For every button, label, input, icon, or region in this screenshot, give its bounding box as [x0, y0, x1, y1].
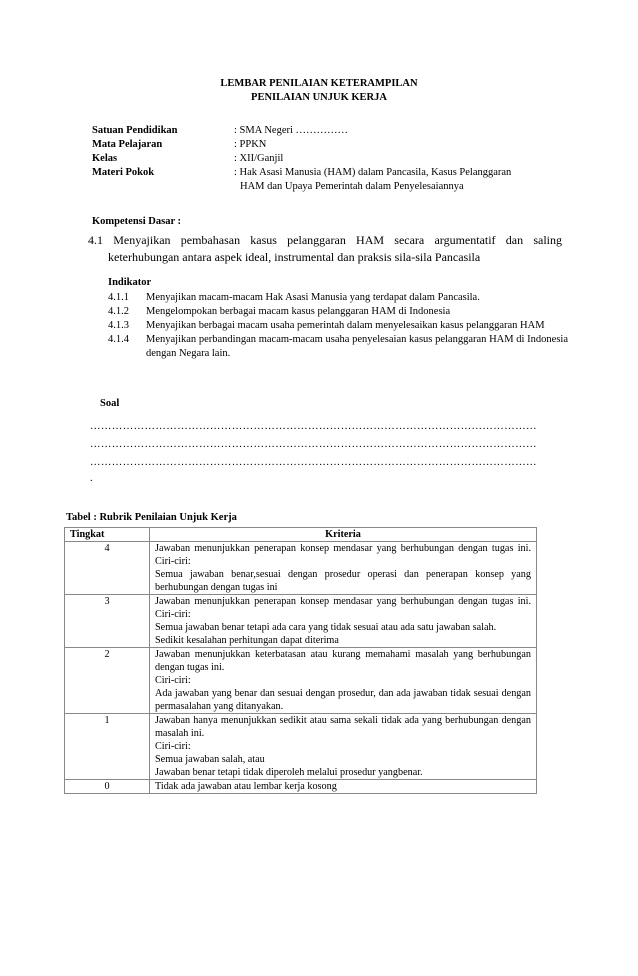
criteria-line: Semua jawaban benar,sesuai dengan prosedur operasi dan penerapan konsep yang berhubungan dengan tugas ini [155, 569, 531, 593]
indikator-text: Menyajikan perbandingan macam-macam usaha penyelesaian kasus pelanggaran HAM di Indonesia dengan Negara lain. [146, 334, 568, 359]
criteria-line: Ciri-ciri: [155, 741, 191, 752]
table-caption: Tabel : Rubrik Penilaian Unjuk Kerja [66, 512, 237, 523]
table-header-row [65, 528, 537, 542]
identity-block [92, 124, 572, 194]
info-row-materi-cont [92, 180, 572, 194]
criteria-cell [150, 595, 537, 648]
indikator-text: Menyajikan berbagai macam usaha pemerintah dalam menyelesaikan kasus pelanggaran HAM [146, 320, 545, 331]
criteria-line: Jawaban menunjukkan keterbatasan atau kurang memahami masalah yang berhubungan dengan tugas ini. [155, 649, 531, 673]
list-item [108, 291, 568, 305]
answer-line: …………………………………………………………………………………………………………… [90, 457, 537, 468]
criteria-cell [150, 648, 537, 714]
indikator-number: 4.1.2 [108, 306, 129, 317]
info-label: Mata Pelajaran [92, 139, 163, 150]
table-row [65, 595, 537, 648]
criteria-line: Semua jawaban benar tetapi ada cara yang tidak sesuai atau ada satu jawaban salah. [155, 622, 497, 633]
info-value: HAM dan Upaya Pemerintah dalam Penyelesaiannya [240, 181, 464, 192]
indikator-text: Menyajikan macam-macam Hak Asasi Manusia yang terdapat dalam Pancasila. [146, 292, 480, 303]
level-cell: 4 [65, 542, 150, 595]
kompetensi-line-1: 4.1 Menyajikan pembahasan kasus pelanggaran HAM secara argumentatif dan saling [88, 233, 562, 247]
level-cell: 1 [65, 714, 150, 780]
criteria-line: Jawaban hanya menunjukkan sedikit atau sama sekali tidak ada yang berhubungan dengan masalah ini. [155, 715, 531, 739]
column-header-tingkat: Tingkat [65, 528, 150, 542]
table-row [65, 780, 537, 794]
criteria-line: Ciri-ciri: [155, 675, 191, 686]
criteria-line: Sedikit kesalahan perhitungan dapat diterima [155, 635, 339, 646]
criteria-line: Jawaban menunjukkan penerapan konsep mendasar yang berhubungan dengan tugas ini. Ciri-ciri: [155, 543, 531, 567]
indikator-number: 4.1.1 [108, 292, 129, 303]
criteria-line: Ada jawaban yang benar dan sesuai dengan prosedur, dan ada jawaban tidak sesuai dengan permasalahan yang ditanyakan. [155, 688, 531, 712]
indikator-number: 4.1.4 [108, 334, 129, 345]
info-value: : PPKN [234, 139, 267, 150]
indikator-label: Indikator [108, 277, 152, 288]
info-label: Satuan Pendidikan [92, 125, 178, 136]
table-row [65, 648, 537, 714]
criteria-cell [150, 542, 537, 595]
page-title: LEMBAR PENILAIAN KETERAMPILAN [220, 78, 418, 89]
kompetensi-text [88, 232, 562, 266]
column-header-kriteria: Kriteria [150, 528, 537, 542]
info-label: Materi Pokok [92, 167, 155, 178]
criteria-line: Tidak ada jawaban atau lembar kerja kosong [155, 781, 337, 792]
indikator-number: 4.1.3 [108, 320, 129, 331]
list-item [108, 319, 568, 333]
info-row-materi [92, 166, 572, 180]
criteria-line: Jawaban benar tetapi tidak diperoleh melalui prosedur yangbenar. [155, 767, 423, 778]
answer-line-end: . [90, 473, 94, 484]
info-value: : Hak Asasi Manusia (HAM) dalam Pancasila, Kasus Pelanggaran [234, 167, 512, 178]
list-item [108, 333, 568, 361]
info-row-kelas [92, 152, 572, 166]
soal-label: Soal [100, 398, 120, 409]
answer-line: …………………………………………………………………………………………………………… [90, 439, 537, 450]
answer-line: …………………………………………………………………………………………………………… [90, 421, 537, 432]
criteria-line: Semua jawaban salah, atau [155, 754, 265, 765]
page-subtitle: PENILAIAN UNJUK KERJA [251, 92, 387, 103]
info-label: Kelas [92, 153, 118, 164]
indikator-text: Mengelompokan berbagai macam kasus pelanggaran HAM di Indonesia [146, 306, 451, 317]
table-row [65, 714, 537, 780]
rubric-table [64, 527, 537, 794]
info-row-mapel [92, 138, 572, 152]
level-cell: 0 [65, 780, 150, 794]
indikator-list [108, 291, 568, 361]
list-item [108, 305, 568, 319]
level-cell: 3 [65, 595, 150, 648]
kompetensi-line-2: keterhubungan antara aspek ideal, instrumental dan praksis sila-sila Pancasila [108, 250, 481, 264]
criteria-cell [150, 780, 537, 794]
criteria-line: Jawaban menunjukkan penerapan konsep mendasar yang berhubungan dengan tugas ini. Ciri-ciri: [155, 596, 531, 620]
info-value: : SMA Negeri …………… [234, 125, 349, 136]
criteria-cell [150, 714, 537, 780]
info-value: : XII/Ganjil [234, 153, 284, 164]
table-row [65, 542, 537, 595]
kompetensi-label: Kompetensi Dasar : [92, 216, 182, 227]
info-row-satuan [92, 124, 572, 138]
level-cell: 2 [65, 648, 150, 714]
